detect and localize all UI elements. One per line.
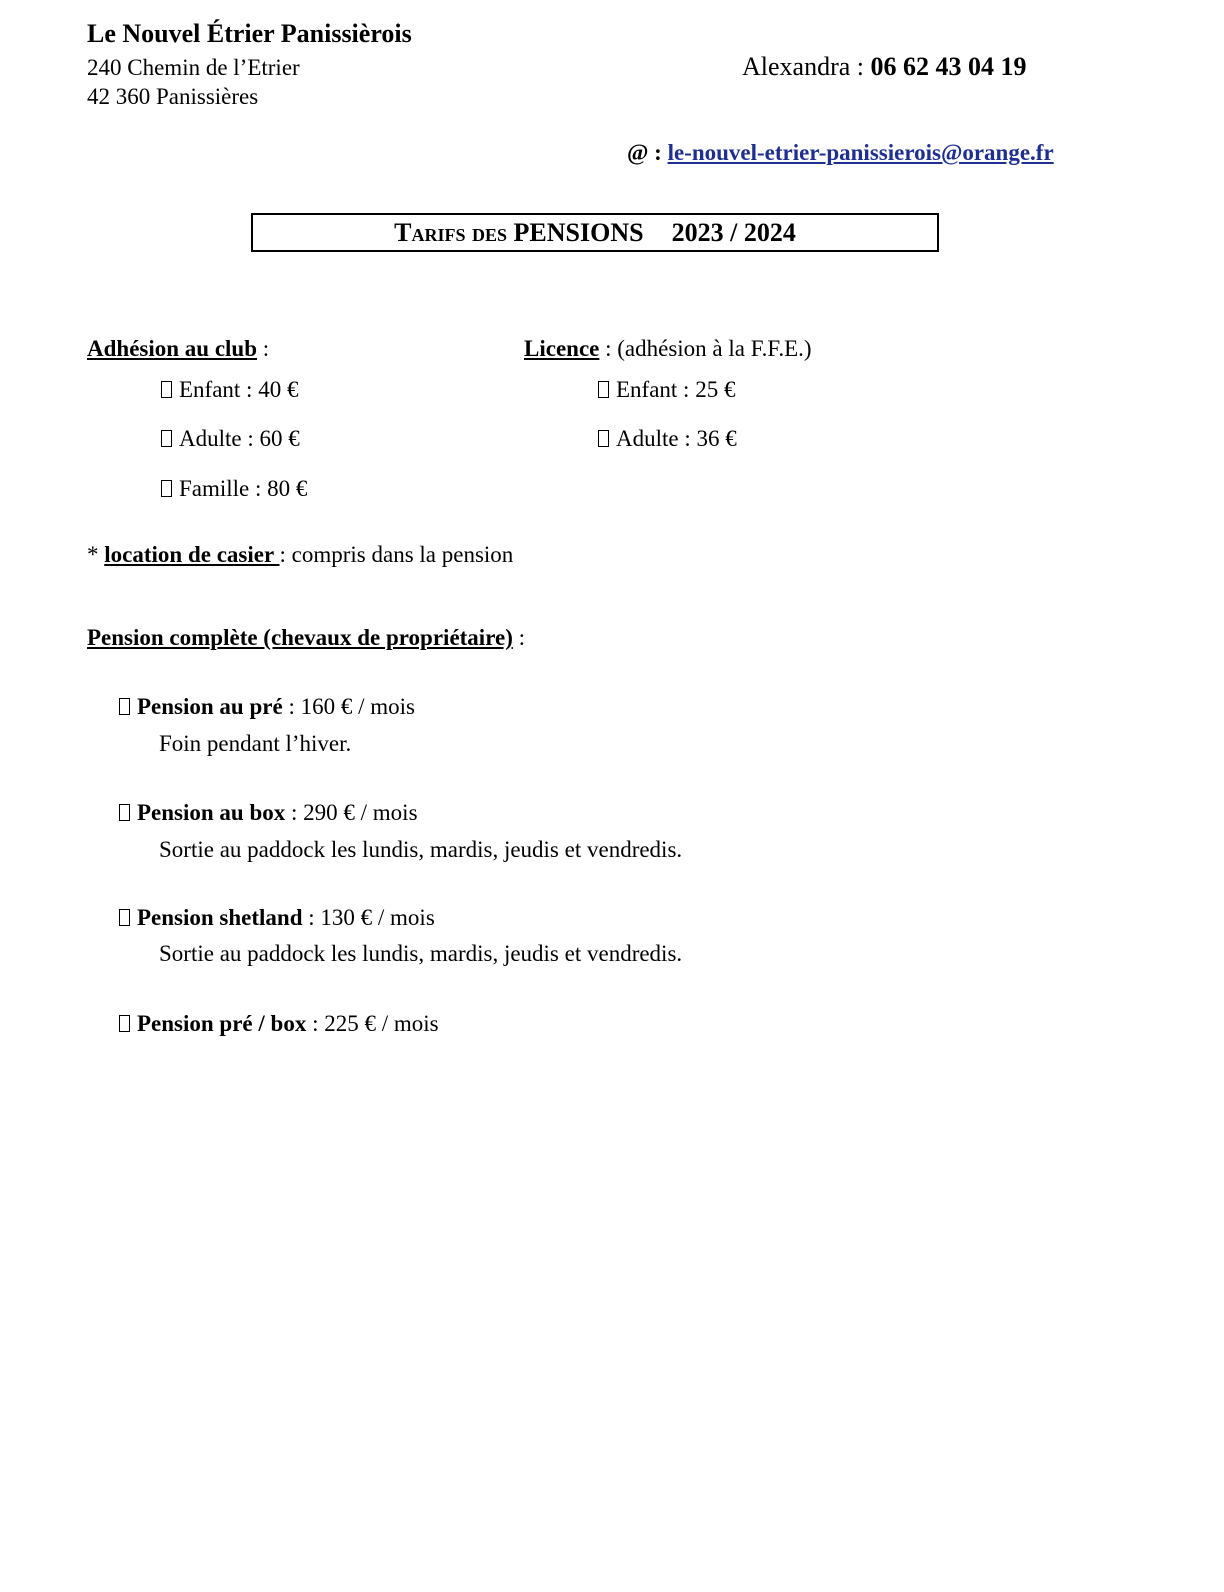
pension-heading bbox=[87, 625, 525, 651]
address-line-2: 42 360 Panissières bbox=[87, 84, 259, 109]
pension-item bbox=[119, 1011, 439, 1037]
pension-name: Pension au pré bbox=[137, 694, 283, 719]
list-item bbox=[161, 426, 300, 452]
checkbox-icon bbox=[598, 430, 609, 447]
title-part-2: PENSIONS bbox=[513, 218, 644, 247]
list-item bbox=[598, 377, 735, 403]
contact-name: Alexandra bbox=[742, 52, 851, 81]
pension-item bbox=[119, 694, 415, 720]
pension-name: Pension au box bbox=[137, 800, 286, 825]
email-prefix: @ : bbox=[627, 140, 668, 165]
casier-line bbox=[87, 542, 513, 568]
pension-item bbox=[119, 905, 435, 931]
pension-note: Foin pendant l’hiver. bbox=[159, 731, 352, 756]
checkbox-icon bbox=[119, 909, 130, 926]
adhesion-item-adulte: Adulte : 60 € bbox=[179, 426, 300, 451]
pension-name: Pension shetland bbox=[137, 905, 303, 930]
casier-prefix: * bbox=[87, 542, 105, 567]
pension-note: Sortie au paddock les lundis, mardis, jeudis et vendredis. bbox=[159, 941, 683, 966]
casier-label: location de casier bbox=[104, 542, 280, 567]
phone-number: 06 62 43 04 19 bbox=[870, 52, 1027, 81]
email-line bbox=[627, 140, 1054, 166]
licence-suffix: : (adhésion à la F.F.E.) bbox=[599, 336, 812, 361]
list-item bbox=[161, 476, 307, 502]
casier-suffix: : compris dans la pension bbox=[279, 542, 514, 567]
contact-separator: : bbox=[850, 52, 871, 81]
adhesion-heading bbox=[87, 336, 269, 362]
pension-item bbox=[119, 800, 418, 826]
checkbox-icon bbox=[161, 430, 172, 447]
adhesion-label: Adhésion au club bbox=[87, 336, 258, 361]
contact-line bbox=[742, 52, 1027, 82]
pension-note: Sortie au paddock les lundis, mardis, jeudis et vendredis. bbox=[159, 837, 683, 862]
title-season: 2023 / 2024 bbox=[671, 218, 796, 247]
email-link[interactable]: le-nouvel-etrier-panissierois@orange.fr bbox=[667, 140, 1054, 165]
licence-item-adulte: Adulte : 36 € bbox=[616, 426, 737, 451]
page-title-box bbox=[251, 213, 939, 252]
pension-label: Pension complète (chevaux de propriétaire) bbox=[87, 625, 513, 650]
adhesion-item-enfant: Enfant : 40 € bbox=[179, 377, 299, 402]
checkbox-icon bbox=[119, 1015, 130, 1032]
checkbox-icon bbox=[119, 804, 130, 821]
checkbox-icon bbox=[161, 381, 172, 398]
pension-price: : 290 € / mois bbox=[285, 800, 418, 825]
checkbox-icon bbox=[119, 698, 130, 715]
pension-name: Pension pré / box bbox=[137, 1011, 307, 1036]
title-part-1: Tarifs des bbox=[394, 218, 508, 247]
address-line-1: 240 Chemin de l’Etrier bbox=[87, 55, 300, 80]
pension-price: : 225 € / mois bbox=[306, 1011, 439, 1036]
licence-label: Licence bbox=[524, 336, 600, 361]
list-item bbox=[161, 377, 298, 403]
checkbox-icon bbox=[161, 480, 172, 497]
licence-heading bbox=[524, 336, 812, 362]
pension-price: : 130 € / mois bbox=[302, 905, 435, 930]
pension-price: : 160 € / mois bbox=[282, 694, 415, 719]
list-item bbox=[598, 426, 737, 452]
adhesion-suffix: : bbox=[257, 336, 270, 361]
club-name: Le Nouvel Étrier Panissièrois bbox=[87, 19, 412, 48]
adhesion-item-famille: Famille : 80 € bbox=[179, 476, 308, 501]
licence-item-enfant: Enfant : 25 € bbox=[616, 377, 736, 402]
checkbox-icon bbox=[598, 381, 609, 398]
pension-suffix: : bbox=[512, 625, 525, 650]
